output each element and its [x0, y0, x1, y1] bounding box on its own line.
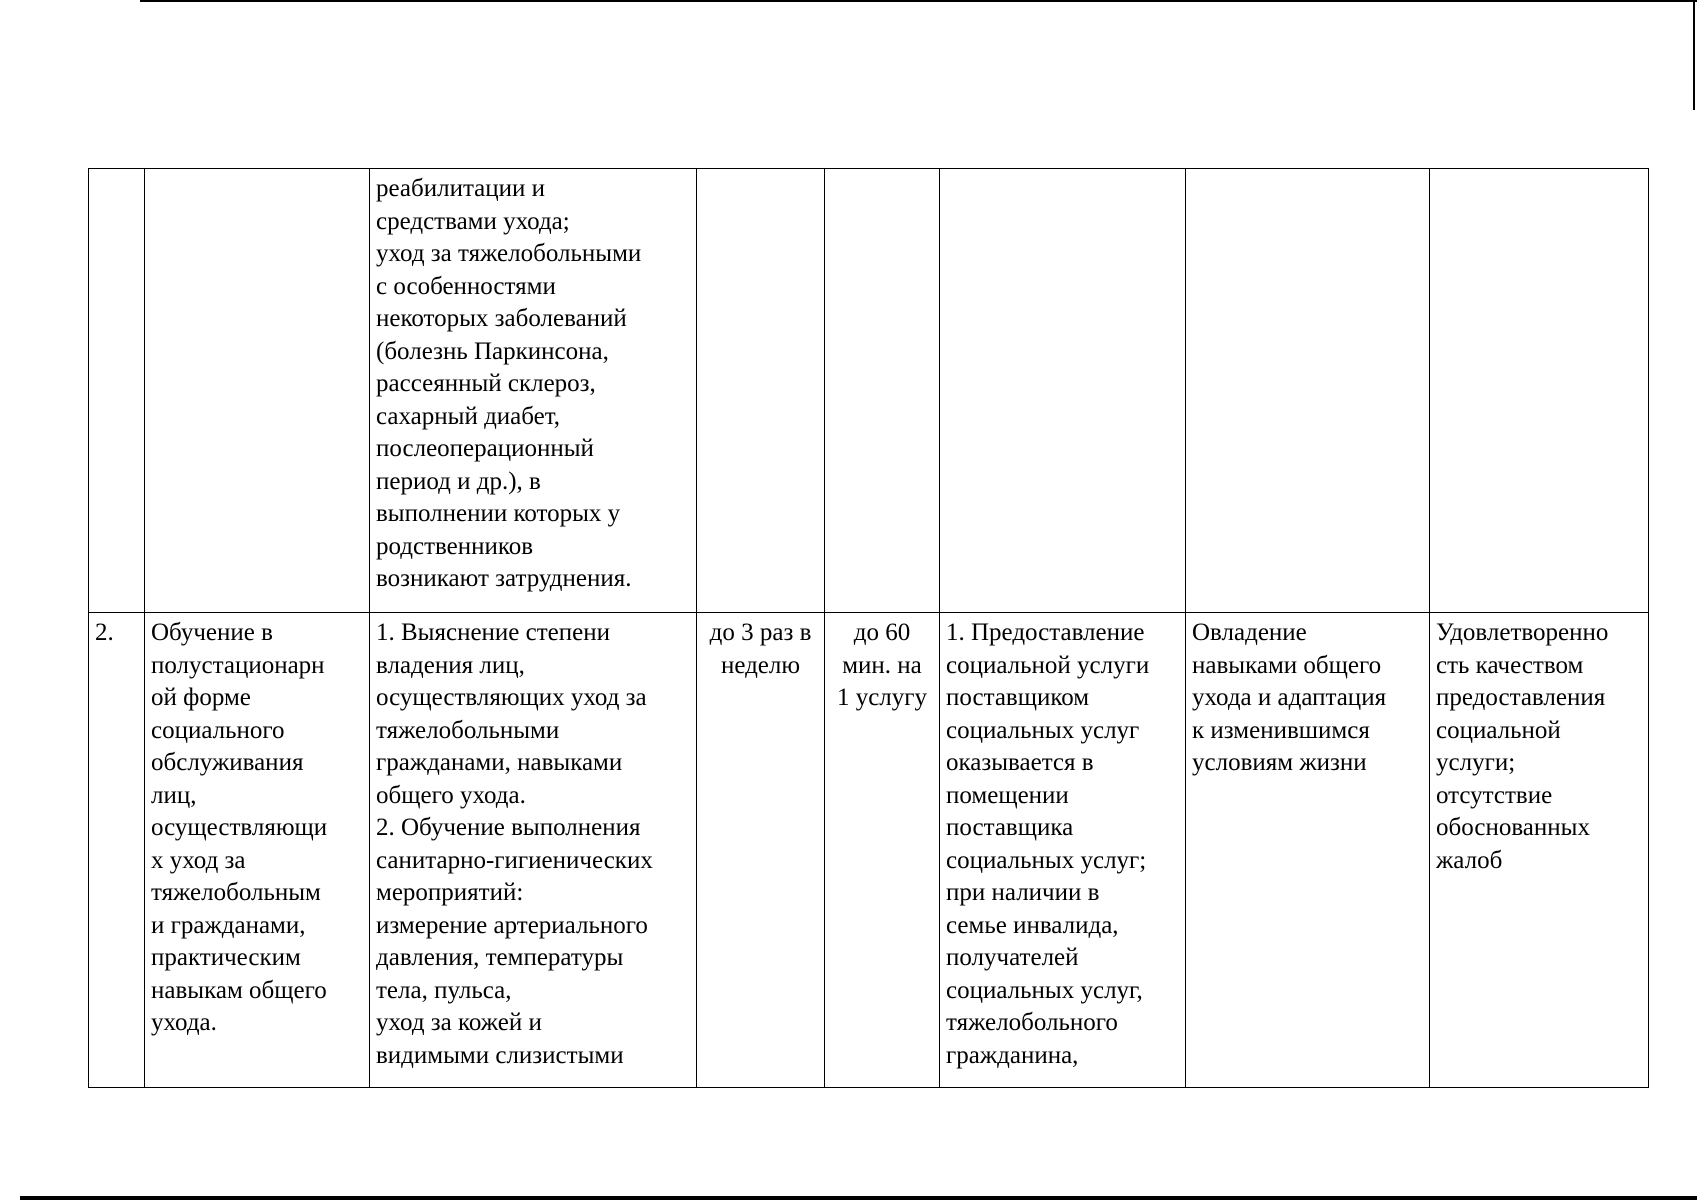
quality-cell: Удовлетворенно сть качеством предоставления социальной услуги; отсутствие обоснованных жалоб: [1430, 613, 1649, 1088]
scan-edge-top: [140, 0, 1697, 2]
conditions-cell: 1. Предоставление социальной услуги поставщиком социальных услуг оказывается в помещении поставщика социальных услуг; при наличии в семье инвалида, получателей социальных услуг, тяжелобольного гражданина,: [940, 613, 1186, 1088]
service-name-cell: [145, 169, 370, 613]
frequency-cell: [697, 169, 825, 613]
service-content-cell: реабилитации и средствами ухода; уход за тяжелобольными с особенностями некоторых заболеваний (болезнь Паркинсона, рассеянный склероз, сахарный диабет, послеоперационный период и др.), в выполнении которых у родственников возникают затруднения.: [370, 169, 697, 613]
result-cell: Овладение навыками общего ухода и адаптация к изменившимся условиям жизни: [1186, 613, 1430, 1088]
quality-cell: [1430, 169, 1649, 613]
scan-edge-right: [1693, 0, 1695, 110]
result-cell: [1186, 169, 1430, 613]
row-number-cell: 2.: [89, 613, 145, 1088]
duration-cell: [825, 169, 940, 613]
scan-edge-bottom: [20, 1196, 1697, 1200]
services-table: [88, 168, 1649, 1088]
duration-cell: до 60 мин. на 1 услугу: [825, 613, 940, 1088]
frequency-cell: до 3 раз в неделю: [697, 613, 825, 1088]
table-row: [89, 169, 1649, 613]
service-content-cell: 1. Выяснение степени владения лиц, осуществляющих уход за тяжелобольными гражданами, навыками общего ухода. 2. Обучение выполнения санитарно-гигиенических мероприятий: измерение артериального давления, температуры тела, пульса, уход за кожей и видимыми слизистыми: [370, 613, 697, 1088]
row-number-cell: [89, 169, 145, 613]
service-name-cell: Обучение в полустационарн ой форме социального обслуживания лиц, осуществляющи х уход за тяжелобольным и гражданами, практическим навыкам общего ухода.: [145, 613, 370, 1088]
conditions-cell: [940, 169, 1186, 613]
table-row: [89, 613, 1649, 1088]
